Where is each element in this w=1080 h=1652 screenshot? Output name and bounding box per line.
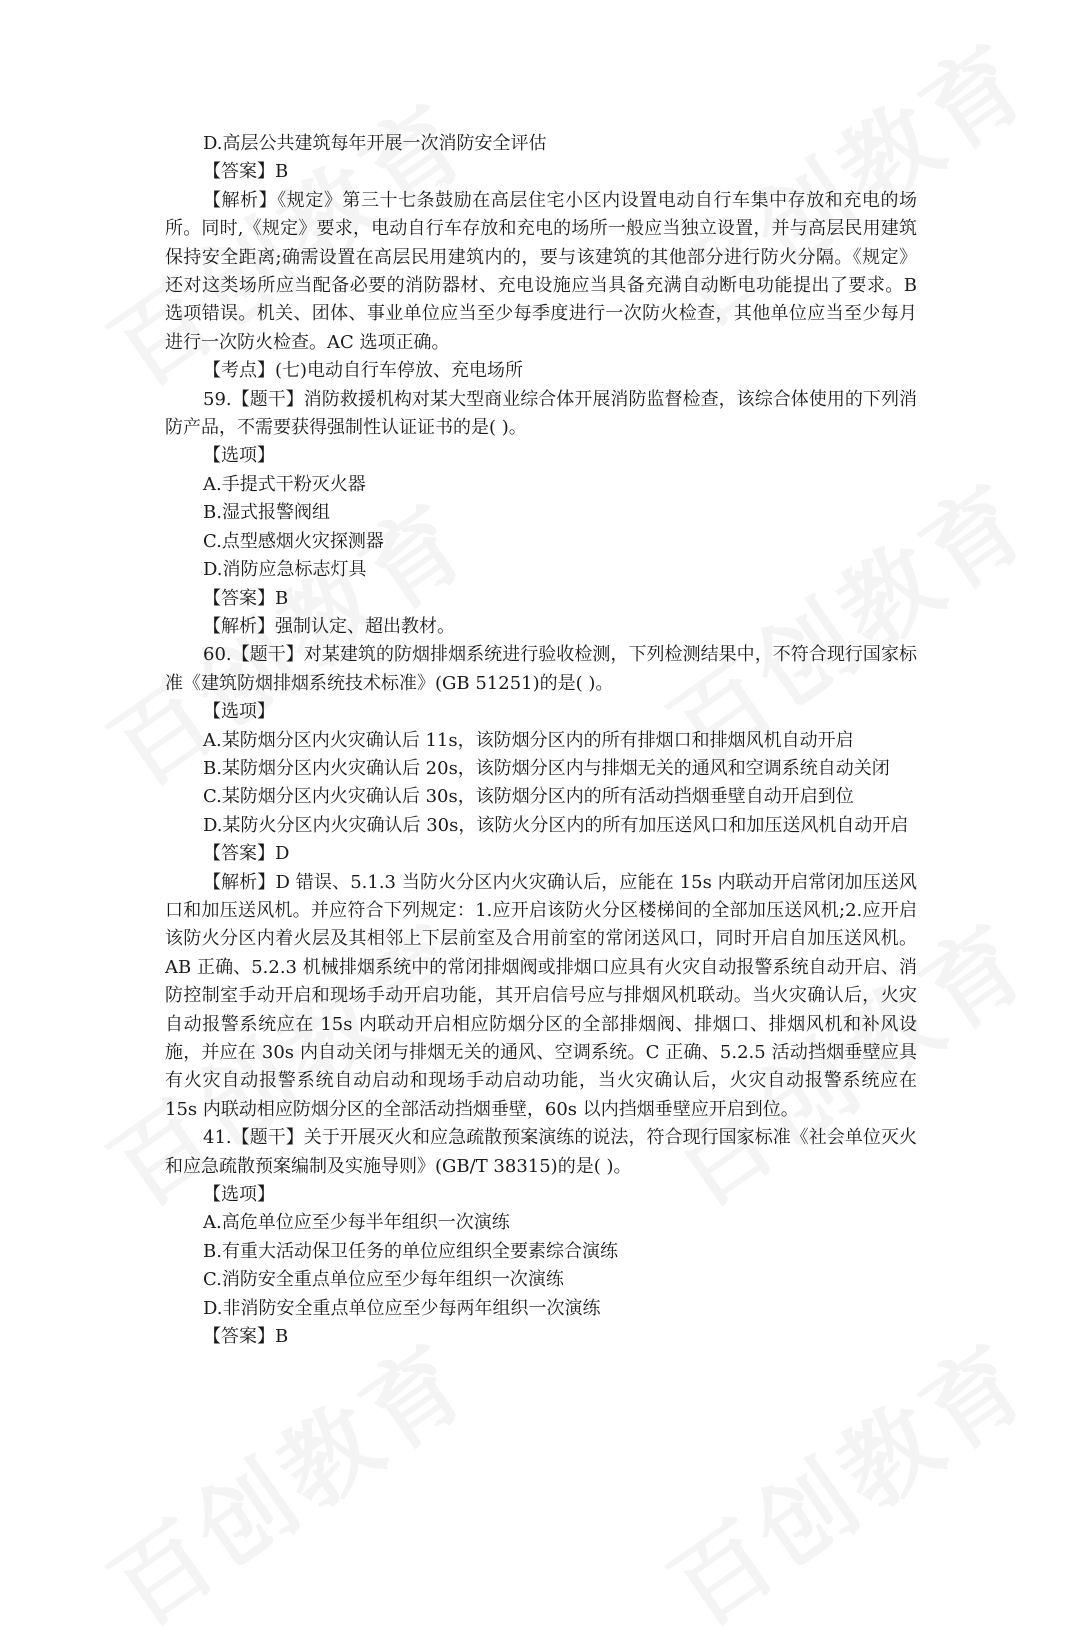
option-a: A.手提式干粉灭火器 [203, 473, 366, 495]
option-d: D.消防应急标志灯具 [203, 559, 367, 581]
answer: 【答案】B [203, 161, 289, 183]
watermark-text [640, 1306, 1053, 1652]
options-heading: 【选项】 [203, 1184, 275, 1206]
option-b: B.有重大活动保卫任务的单位应组织全要素综合演练 [203, 1240, 618, 1262]
exam-point: 【考点】(七)电动自行车停放、充电场所 [203, 360, 524, 382]
analysis: 【解析】D 错误、5.1.3 当防火分区内火灾确认后，应能在 15s 内联动开启常闭加压送风口和加压送风机。并应符合下列规定：1.应开启该防火分区楼梯间的全部加压送风机;2.应开启该防火分区内着火层及其相邻上下层前室及合用前室的常闭送风口，同时开启自加压送风机。AB 正确、5.2.3 机械排烟系统中的常闭排烟阀或排烟口应具有火灾自动报警系统自动开启、消防控制室手动开启和现场手动开启功能，其开启信号应与排烟风机联动。当火灾确认后，火灾自动报警系统应在 15s 内联动开启相应防烟分区的全部排烟阀、排烟口、排烟风机和补风设施，并应在 30s 内自动关闭与排烟无关的通风、空调系统。C 正确、5.2.5 活动挡烟垂壁应具有火灾自动报警系统自动启动和现场手动启动功能，当火灾确认后，火灾自动报警系统应在 15s 内联动相应防烟分区的全部活动挡烟垂壁，60s 以内挡烟垂壁应开启到位。 [165, 871, 917, 1120]
option-d: D.高层公共建筑每年开展一次消防安全评估 [203, 133, 547, 154]
option-b: B.某防烟分区内火灾确认后 20s，该防烟分区内与排烟无关的通风和空调系统自动关闭 [203, 757, 890, 779]
answer: 【答案】B [203, 1326, 289, 1348]
question-stem: 60.【题干】对某建筑的防烟排烟系统进行验收检测，下列检测结果中，不符合现行国家标准《建筑防烟排烟系统技术标准》(GB 51251)的是( )。 [165, 644, 917, 694]
document-body [165, 130, 917, 1351]
answer: 【答案】D [203, 843, 290, 865]
option-d: D.非消防安全重点单位应至少每两年组织一次演练 [203, 1297, 601, 1319]
option-d: D.某防火分区内火灾确认后 30s，该防火分区内的所有加压送风口和加压送风机自动开启 [203, 814, 909, 836]
watermark-text [80, 1306, 493, 1652]
option-c: C.消防安全重点单位应至少每年组织一次演练 [203, 1269, 564, 1291]
option-c: C.点型感烟火灾探测器 [203, 530, 384, 552]
option-b: B.湿式报警阀组 [203, 502, 330, 524]
option-a: A.高危单位应至少每半年组织一次演练 [203, 1212, 510, 1234]
question-stem: 59.【题干】消防救援机构对某大型商业综合体开展消防监督检查，该综合体使用的下列消防产品，不需要获得强制性认证证书的是( )。 [165, 388, 917, 439]
analysis: 【解析】强制认定、超出教材。 [203, 615, 455, 637]
analysis: 【解析】《规定》第三十七条鼓励在高层住宅小区内设置电动自行车集中存放和充电的场所。同时,《规定》要求，电动自行车存放和充电的场所一般应当独立设置，并与高层民用建筑保持安全距离;确需设置在高层民用建筑内的，要与该建筑的其他部分进行防火分隔。《规定》还对这类场所应当配备必要的消防器材、充电设施应当具备充满自动断电功能提出了要求。B 选项错误。机关、团体、事业单位应当至少每季度进行一次防火检查，其他单位应当至少每月进行一次防火检查。AC 选项正确。 [165, 189, 917, 353]
options-heading: 【选项】 [203, 701, 275, 723]
options-heading: 【选项】 [203, 445, 275, 467]
question-stem: 41.【题干】关于开展灭火和应急疏散预案演练的说法，符合现行国家标准《社会单位灭火和应急疏散预案编制及实施导则》(GB/T 38315)的是( )。 [165, 1127, 917, 1177]
option-c: C.某防烟分区内火灾确认后 30s，该防烟分区内的所有活动挡烟垂壁自动开启到位 [203, 786, 854, 808]
option-a: A.某防烟分区内火灾确认后 11s，该防烟分区内的所有排烟口和排烟风机自动开启 [203, 729, 854, 751]
answer: 【答案】B [203, 587, 289, 609]
